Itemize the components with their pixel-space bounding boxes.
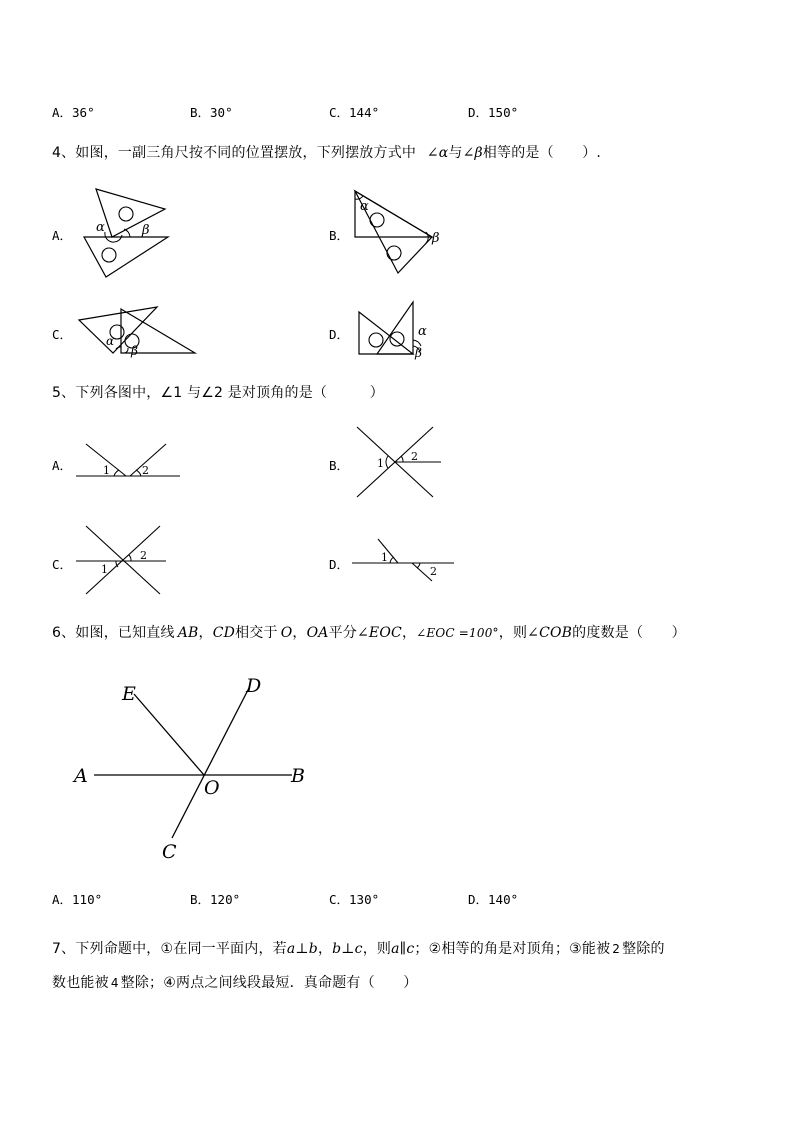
q7-text-c: 整除的 bbox=[622, 941, 665, 957]
q6-stem bbox=[52, 622, 686, 642]
q5-option-c[interactable]: C． bbox=[52, 557, 73, 572]
q7-text-b: ；②相等的角是对顶角；③能被 bbox=[414, 941, 611, 957]
q4b-beta-label: β bbox=[432, 231, 440, 246]
q4-conn: 与 bbox=[448, 145, 463, 161]
q7-four: 4 bbox=[110, 976, 119, 990]
q4c-beta-label: β bbox=[131, 344, 138, 358]
q4-angle-beta: ∠β bbox=[462, 145, 483, 161]
q6-figure[interactable] bbox=[70, 670, 320, 865]
q4-stem-text: 4、如图，一副三角尺按不同的位置摆放，下列摆放方式中 bbox=[52, 145, 417, 161]
q4a-alpha-label: α bbox=[96, 220, 105, 235]
q7-a-perp-b: a⊥b bbox=[286, 941, 318, 957]
q6-eoc-value: ∠EOC =100° bbox=[416, 626, 499, 640]
q4d-alpha-label: α bbox=[418, 324, 427, 339]
q6-mid2: 平分 bbox=[328, 625, 357, 641]
q4d-beta-label: β bbox=[415, 346, 422, 360]
q7-text-d: 数也能被 bbox=[52, 975, 109, 991]
q4-figure-b[interactable] bbox=[350, 185, 450, 280]
q4c-alpha-label: α bbox=[106, 334, 115, 348]
q6-comma: ， bbox=[198, 625, 213, 641]
q6-point-o: O bbox=[204, 777, 220, 799]
q5d-label-1: 1 bbox=[381, 551, 388, 564]
q5-option-d[interactable]: D． bbox=[329, 557, 350, 572]
q6-option-d[interactable]: D．140° bbox=[468, 892, 519, 907]
q7-line-2 bbox=[52, 972, 417, 992]
q4-stem bbox=[52, 142, 601, 162]
q6-point-a: A bbox=[74, 765, 88, 787]
q4a-beta-label: β bbox=[142, 223, 150, 238]
q3-option-c[interactable]: C．144° bbox=[329, 105, 380, 120]
q7-b-perp-c: b⊥c bbox=[332, 941, 363, 957]
q6-mid3: ，则 bbox=[498, 625, 528, 641]
q4-figure-c[interactable] bbox=[75, 305, 200, 363]
q6-mid1: 相交于 bbox=[235, 625, 278, 641]
q3-option-d[interactable]: D．150° bbox=[468, 105, 519, 120]
q6-cob: ∠COB bbox=[527, 625, 573, 641]
q6-point-d: D bbox=[246, 675, 262, 697]
q5b-label-2: 2 bbox=[411, 450, 418, 463]
q6-option-c[interactable]: C．130° bbox=[329, 892, 380, 907]
q7-text-a: 7、下列命题中，①在同一平面内，若 bbox=[52, 941, 287, 957]
q5-figure-c[interactable] bbox=[74, 524, 172, 596]
q6-eoc: ∠EOC bbox=[356, 625, 402, 641]
q6-option-a[interactable]: A．110° bbox=[52, 892, 103, 907]
q7-two: 2 bbox=[612, 942, 621, 956]
q6-stem-text: 6、如图，已知直线 bbox=[52, 625, 175, 641]
q5c-label-1: 1 bbox=[101, 563, 108, 576]
q7-text-e: 整除；④两点之间线段最短．真命题有（ ） bbox=[120, 975, 418, 991]
q4-option-b[interactable]: B． bbox=[329, 228, 350, 243]
q7-sep: ， bbox=[317, 941, 333, 957]
q6-o: O bbox=[280, 625, 293, 641]
q5-option-b[interactable]: B． bbox=[329, 458, 350, 473]
q6-point-c: C bbox=[162, 841, 177, 863]
q4-option-d[interactable]: D． bbox=[329, 327, 350, 342]
q6-comma: ， bbox=[292, 625, 307, 641]
q4b-alpha-label: α bbox=[360, 199, 369, 214]
q7-then: ，则 bbox=[362, 941, 392, 957]
q5-figure-d[interactable] bbox=[350, 535, 460, 585]
q3-option-a[interactable]: A．36° bbox=[52, 105, 95, 120]
q7-a-par-c: a∥c bbox=[391, 941, 415, 957]
q5-option-a[interactable]: A． bbox=[52, 458, 73, 473]
q6-comma: ， bbox=[401, 625, 417, 641]
q6-option-b[interactable]: B．120° bbox=[190, 892, 241, 907]
q5a-label-2: 2 bbox=[142, 464, 149, 477]
q5-figure-a[interactable] bbox=[74, 440, 182, 482]
q6-point-e: E bbox=[122, 683, 136, 705]
q5d-label-2: 2 bbox=[430, 565, 437, 578]
q4-figure-d[interactable] bbox=[355, 300, 450, 362]
q6-stem-end: 的度数是（ ） bbox=[572, 625, 686, 641]
q4-angle-alpha: ∠α bbox=[426, 145, 449, 161]
q5-figure-b[interactable] bbox=[355, 425, 445, 500]
q5b-label-1: 1 bbox=[377, 457, 384, 470]
q3-option-b[interactable]: B．30° bbox=[190, 105, 233, 120]
q5c-label-2: 2 bbox=[140, 549, 147, 562]
q6-cd: CD bbox=[212, 625, 236, 641]
q4-figure-a[interactable] bbox=[70, 185, 170, 280]
q5a-label-1: 1 bbox=[103, 464, 110, 477]
q7-line-1 bbox=[52, 938, 665, 958]
q4-option-a[interactable]: A． bbox=[52, 228, 73, 243]
q4-option-c[interactable]: C． bbox=[52, 327, 73, 342]
q6-point-b: B bbox=[291, 765, 305, 787]
q6-ab: AB bbox=[177, 625, 199, 641]
q4-stem-end: 相等的是（ ）. bbox=[482, 145, 602, 161]
q5-stem: 5、下列各图中，∠1 与∠2 是对顶角的是（ ） bbox=[52, 385, 384, 401]
q6-oa: OA bbox=[306, 625, 329, 641]
